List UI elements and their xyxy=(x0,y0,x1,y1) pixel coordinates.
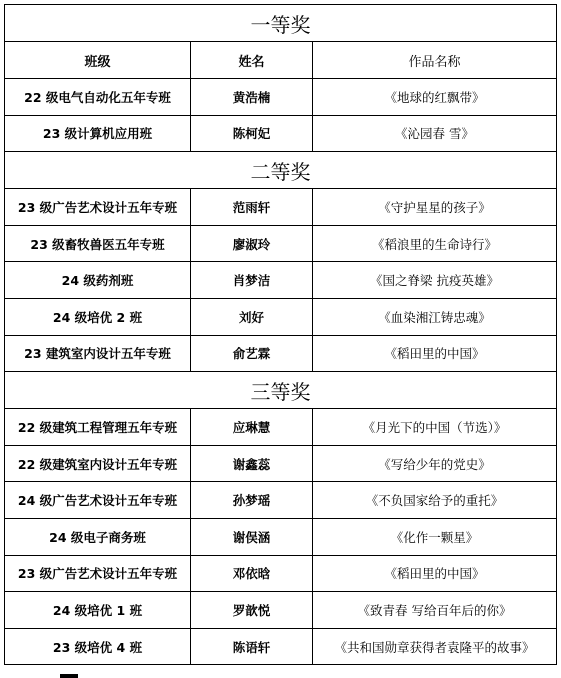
work-cell: 《化作一颗星》 xyxy=(313,518,557,555)
work-cell: 《沁园春 雪》 xyxy=(313,115,557,152)
table-row xyxy=(5,628,557,665)
name-cell: 罗歆悦 xyxy=(191,592,313,629)
work-cell: 《稻浪里的生命诗行》 xyxy=(313,225,557,262)
column-header-row xyxy=(5,42,557,79)
work-cell: 《国之脊梁 抗疫英雄》 xyxy=(313,262,557,299)
table-row xyxy=(5,262,557,299)
class-cell: 22 级电气自动化五年专班 xyxy=(5,79,191,116)
work-cell: 《共和国勋章获得者袁隆平的故事》 xyxy=(313,628,557,665)
work-cell: 《稻田里的中国》 xyxy=(313,335,557,372)
name-cell: 肖梦洁 xyxy=(191,262,313,299)
table-row xyxy=(5,518,557,555)
name-cell: 黄浩楠 xyxy=(191,79,313,116)
table-row xyxy=(5,115,557,152)
name-cell: 刘好 xyxy=(191,298,313,335)
table-row xyxy=(5,335,557,372)
table-row xyxy=(5,189,557,226)
section-header-row xyxy=(5,372,557,409)
section-title: 一等奖 xyxy=(5,5,557,42)
section-title: 二等奖 xyxy=(5,152,557,189)
table-row xyxy=(5,445,557,482)
page-edge-mark xyxy=(60,674,78,678)
name-cell: 陈柯妃 xyxy=(191,115,313,152)
work-cell: 《不负国家给予的重托》 xyxy=(313,482,557,519)
name-cell: 俞艺霖 xyxy=(191,335,313,372)
class-cell: 23 级广告艺术设计五年专班 xyxy=(5,189,191,226)
awards-table xyxy=(4,4,557,665)
name-cell: 廖淑玲 xyxy=(191,225,313,262)
class-cell: 24 级广告艺术设计五年专班 xyxy=(5,482,191,519)
class-cell: 24 级培优 1 班 xyxy=(5,592,191,629)
section-header-row xyxy=(5,5,557,42)
class-cell: 24 级电子商务班 xyxy=(5,518,191,555)
class-cell: 23 级畜牧兽医五年专班 xyxy=(5,225,191,262)
work-cell: 《稻田里的中国》 xyxy=(313,555,557,592)
name-cell: 范雨轩 xyxy=(191,189,313,226)
column-header-work: 作品名称 xyxy=(313,42,557,79)
column-header-class: 班级 xyxy=(5,42,191,79)
section-header-row xyxy=(5,152,557,189)
work-cell: 《血染湘江铸忠魂》 xyxy=(313,298,557,335)
work-cell: 《致青春 写给百年后的你》 xyxy=(313,592,557,629)
class-cell: 22 级建筑室内设计五年专班 xyxy=(5,445,191,482)
class-cell: 23 级广告艺术设计五年专班 xyxy=(5,555,191,592)
column-header-name: 姓名 xyxy=(191,42,313,79)
name-cell: 陈语轩 xyxy=(191,628,313,665)
work-cell: 《地球的红飘带》 xyxy=(313,79,557,116)
name-cell: 孙梦瑶 xyxy=(191,482,313,519)
name-cell: 谢鑫蕊 xyxy=(191,445,313,482)
class-cell: 23 级培优 4 班 xyxy=(5,628,191,665)
table-row xyxy=(5,555,557,592)
class-cell: 23 级计算机应用班 xyxy=(5,115,191,152)
table-row xyxy=(5,482,557,519)
name-cell: 邓依晗 xyxy=(191,555,313,592)
table-row xyxy=(5,79,557,116)
class-cell: 22 级建筑工程管理五年专班 xyxy=(5,409,191,446)
name-cell: 应琳慧 xyxy=(191,409,313,446)
section-title: 三等奖 xyxy=(5,372,557,409)
work-cell: 《守护星星的孩子》 xyxy=(313,189,557,226)
name-cell: 谢俣涵 xyxy=(191,518,313,555)
class-cell: 24 级药剂班 xyxy=(5,262,191,299)
table-row xyxy=(5,592,557,629)
work-cell: 《月光下的中国（节选）》 xyxy=(313,409,557,446)
class-cell: 24 级培优 2 班 xyxy=(5,298,191,335)
class-cell: 23 建筑室内设计五年专班 xyxy=(5,335,191,372)
table-row xyxy=(5,298,557,335)
table-row xyxy=(5,225,557,262)
table-row xyxy=(5,409,557,446)
work-cell: 《写给少年的党史》 xyxy=(313,445,557,482)
